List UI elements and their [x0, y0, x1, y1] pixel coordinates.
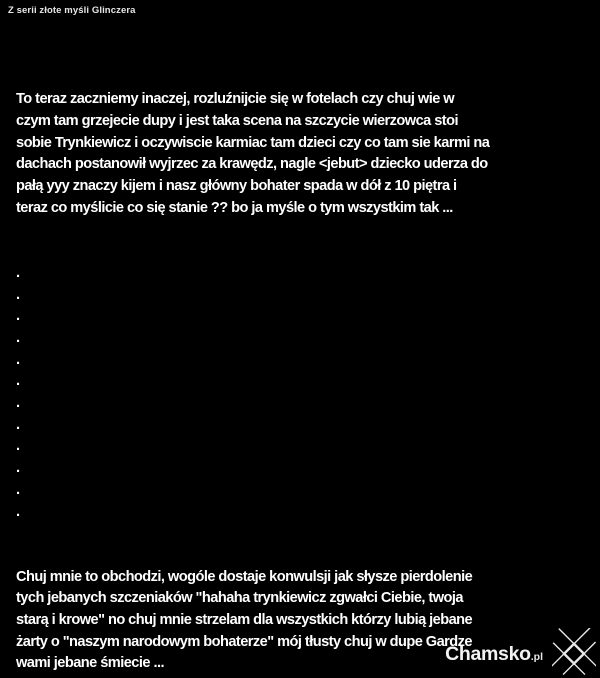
text-line: sobie Trynkiewicz i oczywiscie karmiac tam dzieci czy co tam sie karmi na: [16, 134, 490, 151]
text-line: .: [16, 264, 20, 281]
text-line: .: [16, 351, 20, 368]
text-line: tych jebanych szczeniaków "hahaha trynkiewicz zgwałci Ciebie, twoja: [16, 590, 463, 607]
text-line: .: [16, 503, 20, 520]
text-line: pałą yyy znaczy kijem i nasz główny bohater spada w dół z 10 piętra i: [16, 178, 457, 195]
text-line: czym tam grzejecie dupy i jest taka scena na szczycie wierzowca stoi: [16, 113, 458, 130]
text-line: żarty o "naszym narodowym bohaterze" mój tłusty chuj w dupe Gardze: [16, 633, 472, 650]
watermark: [445, 628, 598, 678]
dots-block: [16, 263, 594, 523]
text-line: .: [16, 373, 20, 390]
text-line: .: [16, 481, 20, 498]
text-line: dachach postanowił wyjrzec za krawędz, nagle <jebut> dziecko uderza do: [16, 156, 488, 173]
paragraph-1: [16, 89, 594, 219]
text-line: starą i krowe" no chuj mnie strzelam dla wszystkich którzy lubią jebane: [16, 611, 473, 628]
text-line: .: [16, 438, 20, 455]
text-line: .: [16, 460, 20, 477]
body-text: [16, 46, 594, 678]
text-line: .: [16, 330, 20, 346]
text-line: .: [16, 308, 20, 325]
text-line: .: [16, 416, 20, 433]
series-caption: Z serii złote myśli Glinczera: [8, 5, 136, 16]
text-line: teraz co myślicie co się stanie ?? bo ja myśle o tym wszystkim tak ...: [16, 199, 453, 216]
brand-tld: .pl: [530, 651, 543, 664]
rotated-hash-icon: [552, 628, 596, 678]
brand-name: Chamsko.pl: [445, 643, 543, 666]
text-line: .: [16, 395, 20, 412]
text-line: .: [16, 286, 20, 303]
text-line: Chuj mnie to obchodzi, wogóle dostaje konwulsji jak słysze pierdolenie: [16, 568, 473, 585]
text-line: To teraz zaczniemy inaczej, rozluźnijcie się w fotelach czy chuj wie w: [16, 91, 455, 108]
text-line: wami jebane śmiecie ...: [16, 655, 164, 672]
